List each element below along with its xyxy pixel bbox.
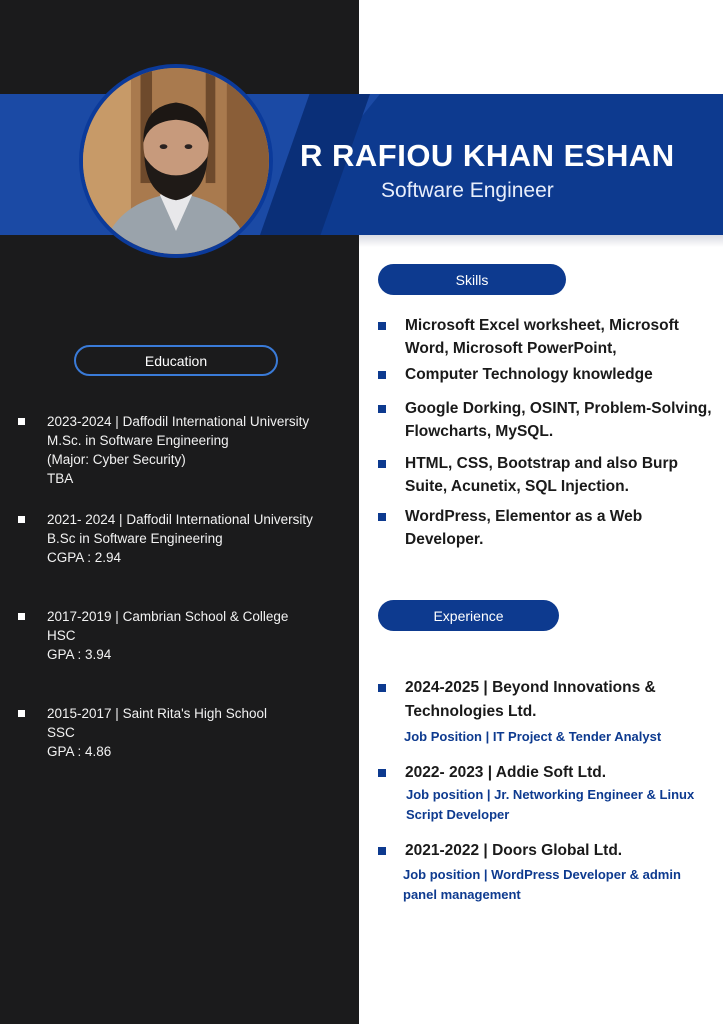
education-line: M.Sc. in Software Engineering	[47, 433, 229, 448]
skill-item	[378, 452, 713, 498]
experience-position: Job position | WordPress Developer & admin panel management	[403, 867, 681, 902]
experience-position: Job position | Jr. Networking Engineer & Linux Script Developer	[406, 787, 695, 822]
education-line: CGPA : 2.94	[47, 550, 122, 565]
skill-item	[378, 314, 713, 360]
profile-photo	[79, 64, 273, 258]
bullet-icon	[378, 769, 386, 777]
bullet-icon	[378, 513, 386, 521]
skill-text: Microsoft Excel worksheet, Microsoft Word, Microsoft PowerPoint,	[405, 317, 679, 357]
education-line: 2015-2017 | Saint Rita's High School	[47, 706, 267, 721]
education-line: TBA	[47, 471, 74, 486]
portrait-illustration	[83, 68, 269, 254]
education-item	[18, 607, 358, 664]
education-line: HSC	[47, 628, 76, 643]
job-title: Software Engineer	[381, 179, 554, 202]
education-item	[18, 412, 358, 488]
bullet-icon	[378, 847, 386, 855]
banner-shadow	[359, 235, 723, 247]
skill-item	[378, 363, 713, 386]
experience-heading: Experience	[378, 600, 559, 631]
experience-item	[378, 839, 718, 905]
skill-text: Google Dorking, OSINT, Problem-Solving, Flowcharts, MySQL.	[405, 400, 712, 440]
bullet-icon	[378, 322, 386, 330]
education-heading: Education	[74, 345, 278, 376]
education-line: 2017-2019 | Cambrian School & College	[47, 609, 289, 624]
skill-text: WordPress, Elementor as a Web Developer.	[405, 508, 643, 548]
education-item	[18, 510, 358, 567]
experience-item	[378, 761, 718, 825]
bullet-icon	[378, 684, 386, 692]
person-name: R RAFIOU KHAN ESHAN	[300, 138, 675, 173]
bullet-icon	[378, 405, 386, 413]
bullet-icon	[18, 418, 25, 425]
skills-heading: Skills	[378, 264, 566, 295]
education-line: 2023-2024 | Daffodil International University	[47, 414, 310, 429]
experience-company: 2022- 2023 | Addie Soft Ltd.	[405, 764, 607, 781]
experience-company: 2024-2025 | Beyond Innovations & Technologies Ltd.	[405, 679, 656, 720]
skill-text: HTML, CSS, Bootstrap and also Burp Suite, Acunetix, SQL Injection.	[405, 455, 678, 495]
education-line: (Major: Cyber Security)	[47, 452, 186, 467]
education-line: GPA : 3.94	[47, 647, 112, 662]
skill-item	[378, 505, 713, 551]
bullet-icon	[378, 371, 386, 379]
bullet-icon	[378, 460, 386, 468]
experience-company: 2021-2022 | Doors Global Ltd.	[405, 842, 623, 859]
education-line: B.Sc in Software Engineering	[47, 531, 223, 546]
bullet-icon	[18, 516, 25, 523]
education-line: GPA : 4.86	[47, 744, 112, 759]
education-item	[18, 704, 358, 761]
experience-position: Job Position | IT Project & Tender Analyst	[404, 729, 662, 744]
bullet-icon	[18, 710, 25, 717]
skill-text: Computer Technology knowledge	[405, 366, 653, 383]
education-line: SSC	[47, 725, 75, 740]
skill-item	[378, 397, 713, 443]
education-line: 2021- 2024 | Daffodil International University	[47, 512, 313, 527]
experience-item	[378, 676, 718, 748]
bullet-icon	[18, 613, 25, 620]
